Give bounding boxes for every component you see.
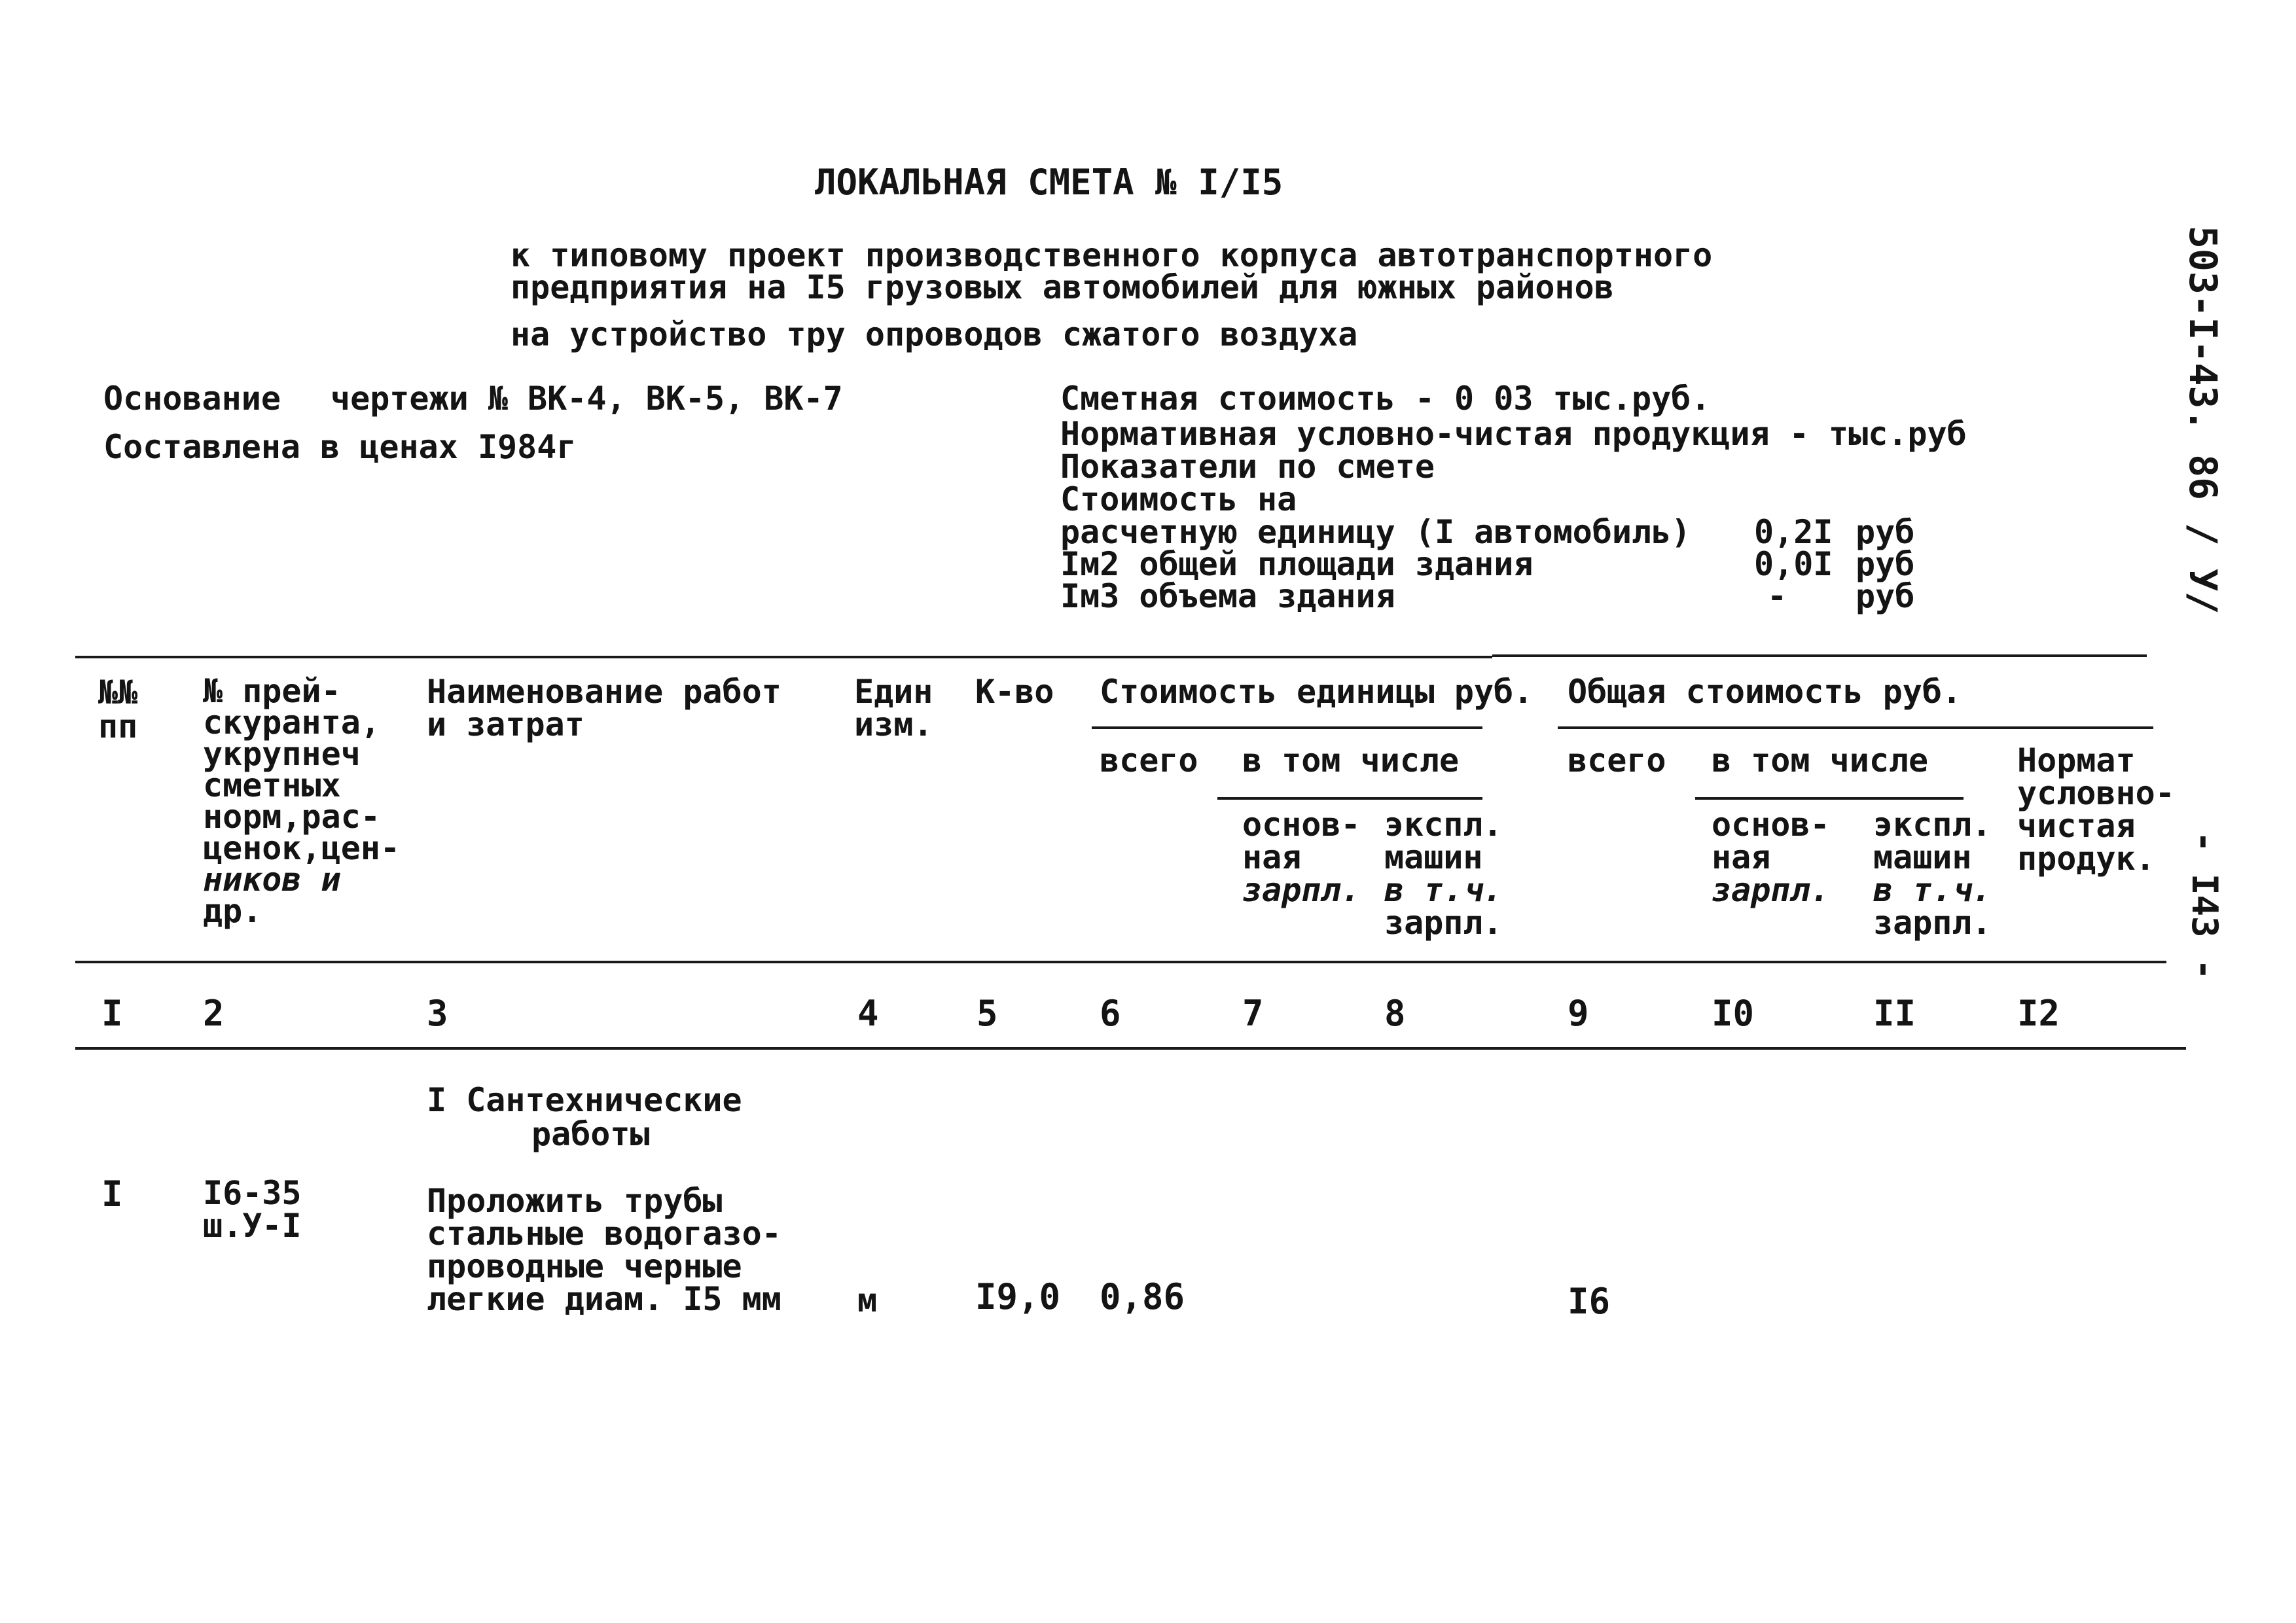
row-price-code: I6-35 ш.У-I [203, 1174, 302, 1245]
row-quantity: I9,0 [975, 1276, 1061, 1317]
row-work-name: Проложить трубы стальные водогазо- проводные черные легкие диам. I5 мм [427, 1182, 781, 1318]
col-number: I [101, 993, 123, 1034]
header-unit: Един изм. [854, 673, 933, 743]
header-work-name: Наименование работ и затрат [427, 673, 781, 743]
subheader-rule [1092, 726, 1482, 729]
document-code: 503-I-43. 86 / У/ [2181, 226, 2225, 615]
prices-line: Составлена в ценах I984г [103, 428, 577, 466]
col-number: II [1873, 993, 1916, 1034]
colnum-bottom-rule [75, 1047, 2186, 1050]
incl-rule [1695, 797, 1964, 800]
header-total-incl: в том числе [1712, 741, 1929, 779]
cost-per-line: Стоимость на [1060, 480, 1297, 518]
col-number: 6 [1100, 993, 1121, 1034]
subtitle-line-2: предприятия на I5 грузовых автомобилей для южных районов [511, 268, 1614, 306]
summary-row-value: 0,2I [1754, 513, 1833, 551]
header-unit-machines: экспл. машин в т.ч. зарпл. [1384, 806, 1503, 942]
row-unit-total: 0,86 [1100, 1276, 1185, 1317]
subtitle-line-3: на устройство тру опроводов сжатого воздуха [511, 315, 1358, 353]
summary-row-value: 0,0I [1754, 545, 1833, 583]
summary-row-value: - [1767, 577, 1787, 615]
header-bottom-rule [75, 961, 2166, 963]
col-number: 8 [1384, 993, 1406, 1034]
col-number: 4 [857, 993, 879, 1034]
page-number: - I43 - [2184, 831, 2225, 980]
basis-label: Основание [103, 380, 281, 418]
summary-row-label: Iм3 объема здания [1060, 577, 1395, 615]
header-total-cost: Общая стоимость руб. [1568, 673, 1962, 711]
col-number: I0 [1712, 993, 1755, 1034]
header-unit-total: всего [1100, 741, 1198, 779]
header-unit-cost: Стоимость единицы руб. [1100, 673, 1534, 711]
estimate-cost-line: Сметная стоимость - 0 03 тыс.руб. [1060, 380, 1711, 418]
header-quantity: К-во [975, 673, 1054, 711]
estimate-title: ЛОКАЛЬНАЯ СМЕТА № I/I5 [815, 162, 1283, 203]
header-num: №№ пп [98, 673, 138, 745]
header-total-machines: экспл. машин в т.ч. зарпл. [1873, 806, 1992, 942]
header-total-total: всего [1568, 741, 1666, 779]
col-number: 5 [977, 993, 998, 1034]
summary-row-label: расчетную единицу (I автомобиль) [1060, 513, 1691, 551]
row-num: I [101, 1173, 123, 1215]
header-unit-base-wage: основ- ная зарпл. [1242, 806, 1361, 909]
summary-row-unit: руб [1856, 513, 1915, 551]
summary-row-unit: руб [1856, 577, 1915, 615]
header-unit-incl: в том числе [1242, 741, 1460, 779]
header-price-list: № прей- скуранта, укрупнеч сметных норм,рас- ценок,цен- ников и др. [203, 672, 401, 930]
row-total: I6 [1568, 1281, 1611, 1322]
summary-row-unit: руб [1856, 545, 1915, 583]
table-top-rule [75, 656, 1492, 658]
table-top-rule [1492, 654, 2147, 657]
net-product-line: Нормативная условно-чистая продукция - тыс.руб [1060, 415, 1967, 453]
subtitle-line-1: к типовому проект производственного корпуса автотранспортного [511, 236, 1713, 274]
col-number: 7 [1242, 993, 1264, 1034]
col-number: 2 [203, 993, 224, 1034]
header-total-base-wage: основ- ная зарпл. [1712, 806, 1830, 909]
section-heading: I Сантехнические работы [427, 1081, 742, 1153]
col-number: 9 [1568, 993, 1589, 1034]
summary-row-label: Iм2 общей площади здания [1060, 545, 1534, 583]
basis-value: чертежи № ВК-4, ВК-5, ВК-7 [331, 380, 843, 418]
indicators-line: Показатели по смете [1060, 448, 1435, 486]
col-number: I2 [2017, 993, 2060, 1034]
header-net-product: Нормат условно- чистая продук. [2017, 741, 2175, 878]
incl-rule [1217, 797, 1482, 800]
row-unit: м [857, 1281, 878, 1319]
col-number: 3 [427, 993, 448, 1034]
subheader-rule [1558, 726, 2153, 729]
